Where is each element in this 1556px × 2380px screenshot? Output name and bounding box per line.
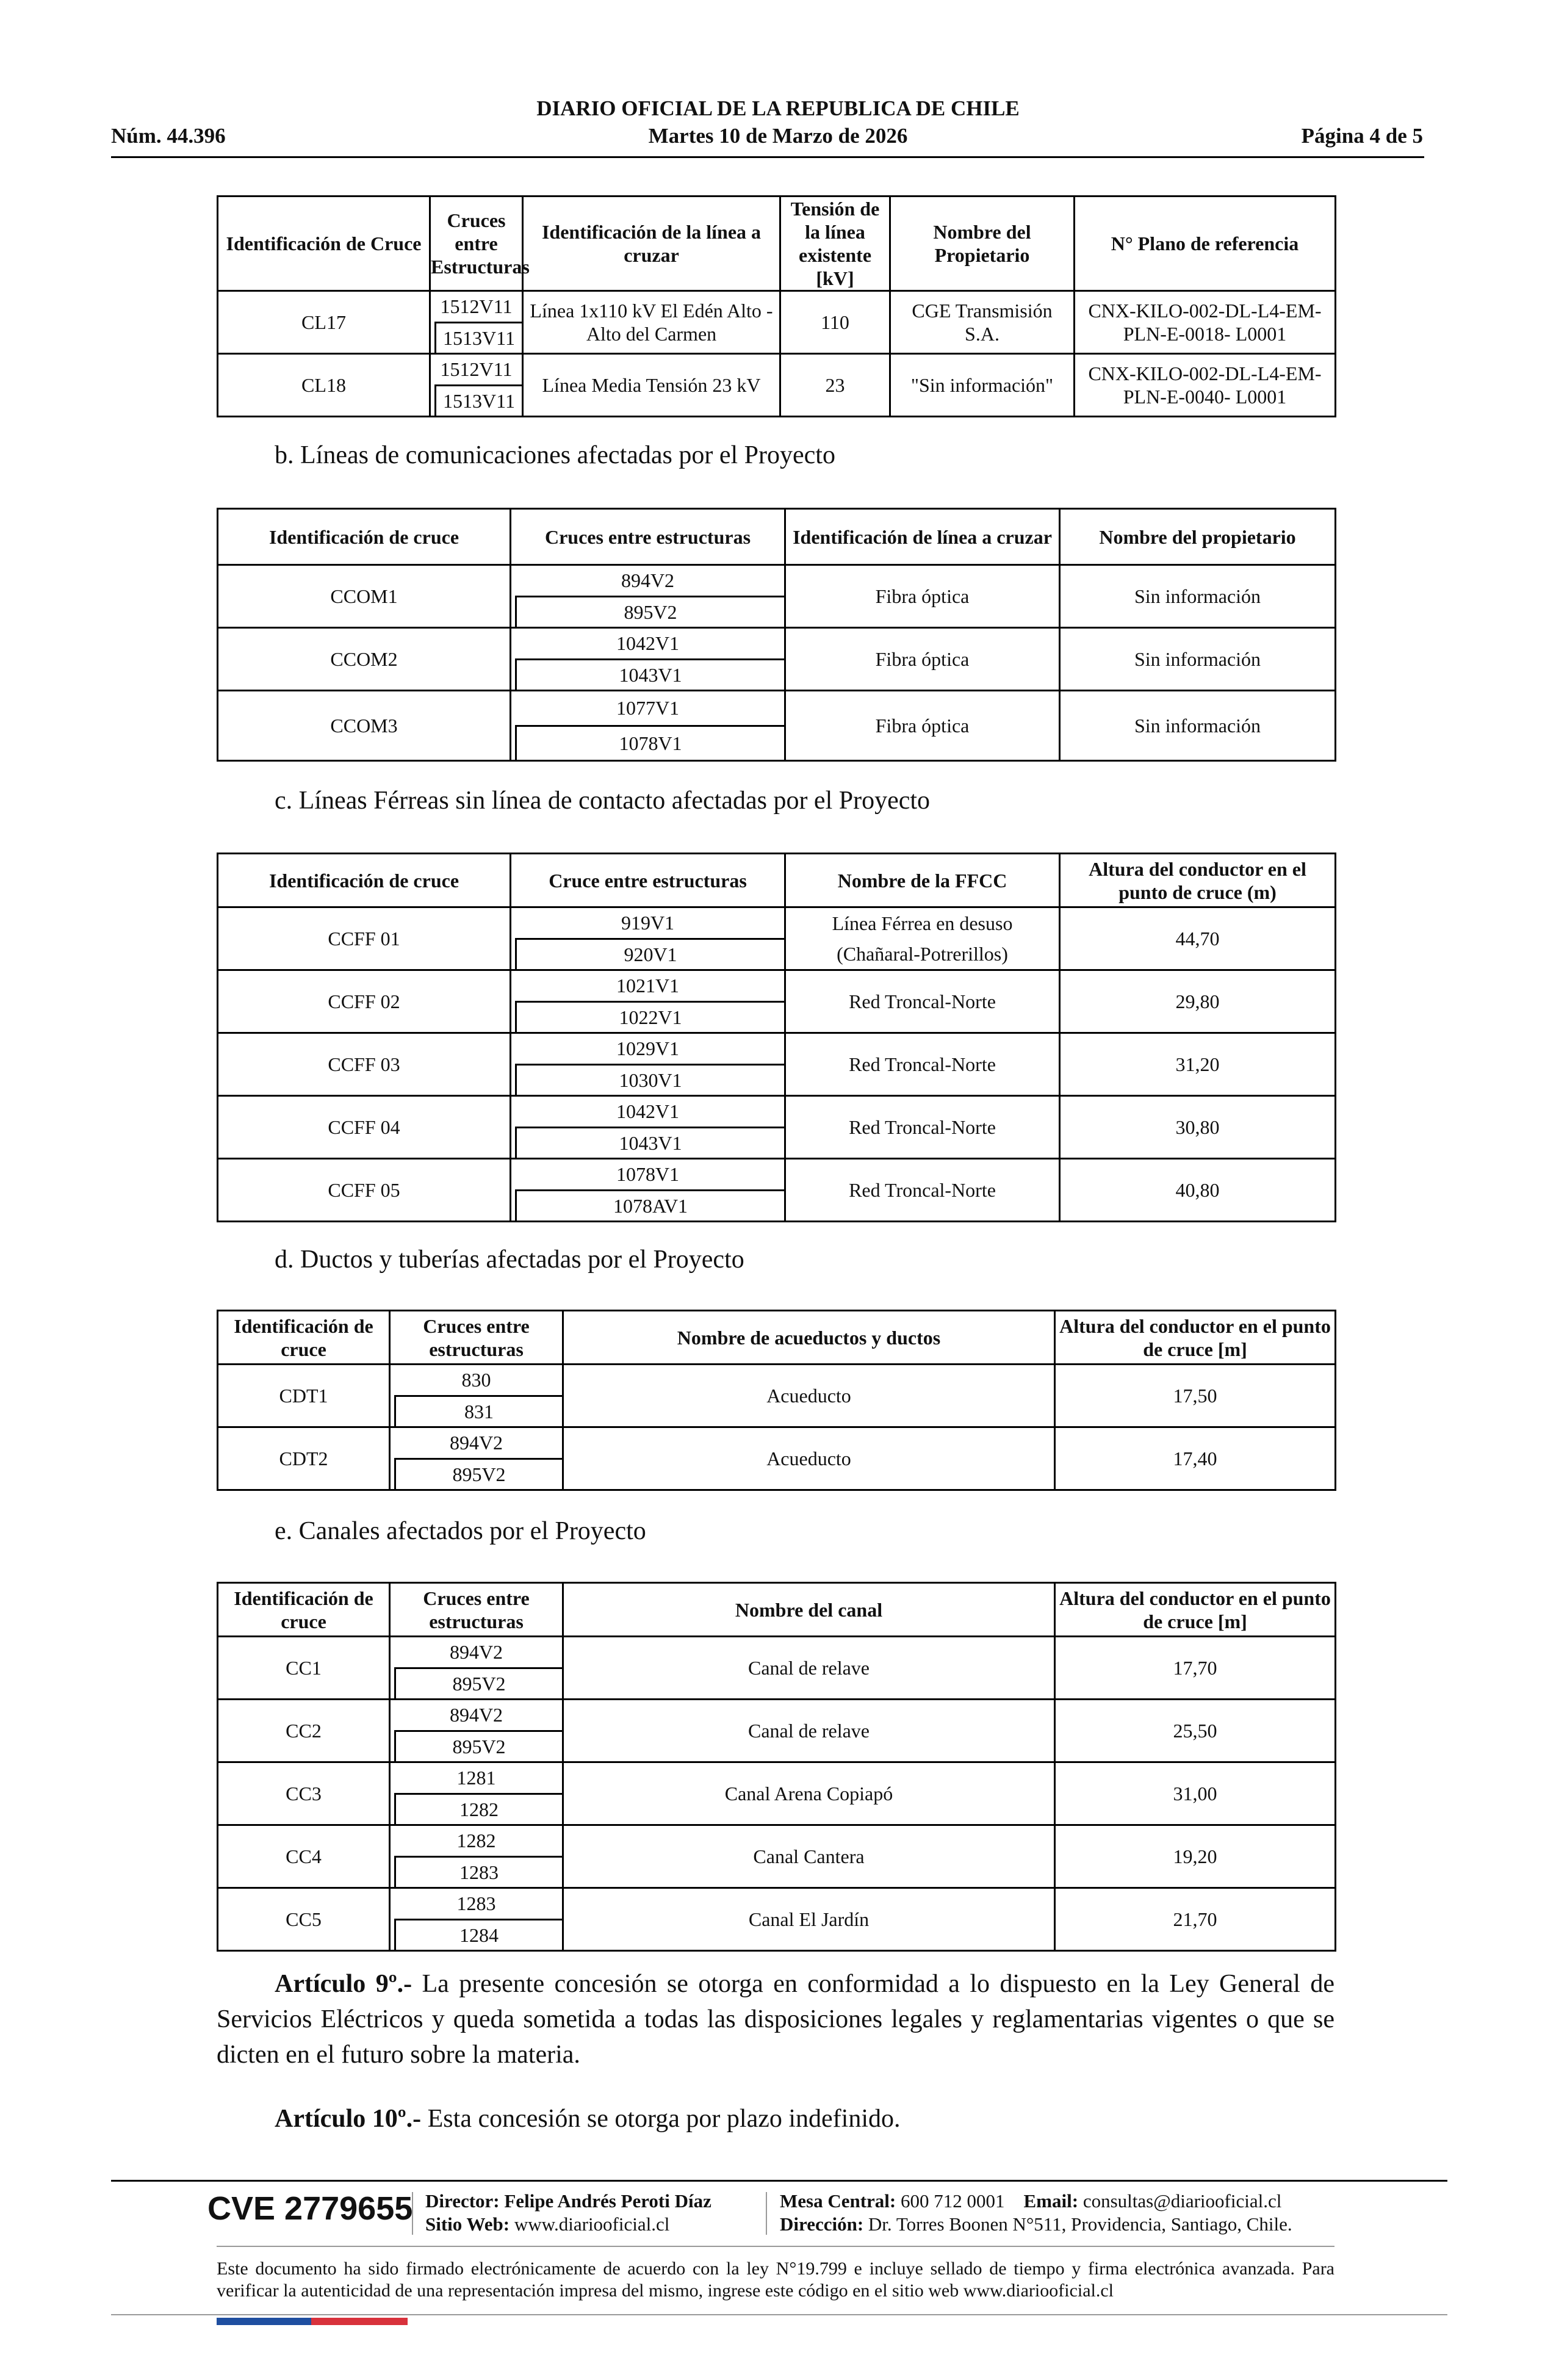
conductor-height: 29,80 <box>1060 970 1336 1033</box>
plan-ref: CNX-KILO-002-DL-L4-EM-PLN-E-0040- L0001 <box>1075 354 1336 417</box>
col-header: Identificación de cruce <box>218 509 511 565</box>
table-communication-lines <box>217 508 1336 762</box>
structure-end: 831 <box>394 1395 562 1427</box>
address-label: Dirección: <box>780 2213 864 2235</box>
structure-end: 1513V11 <box>434 384 522 416</box>
conductor-height: 44,70 <box>1060 907 1336 970</box>
col-header: Altura del conductor en el punto de cruce (m) <box>1060 854 1336 907</box>
section-d-title: d. Ductos y tuberías afectadas por el Proyecto <box>275 1246 744 1274</box>
structure-start: 1512V11 <box>440 358 513 381</box>
footer-director-block <box>425 2190 711 2236</box>
voltage: 110 <box>780 291 890 354</box>
crossing-id: CDT2 <box>218 1427 390 1490</box>
structure-end: 1078AV1 <box>515 1189 784 1221</box>
footer-divider-bottom <box>111 2314 1447 2315</box>
article-10 <box>217 2101 1334 2137</box>
email-link[interactable]: consultas@diariooficial.cl <box>1078 2190 1282 2212</box>
col-header: Tensión de la línea existente [kV] <box>780 197 890 291</box>
duct-name: Acueducto <box>563 1427 1055 1490</box>
owner: Sin información <box>1060 628 1336 691</box>
duct-name: Acueducto <box>563 1365 1055 1427</box>
email-label: Email: <box>1023 2190 1079 2212</box>
table-row <box>218 565 1336 628</box>
structure-end: 1022V1 <box>515 1001 784 1033</box>
col-header: Identificación de la línea a cruzar <box>523 197 780 291</box>
phone-number: 600 712 0001 <box>896 2190 1005 2212</box>
structure-start: 894V2 <box>621 569 675 592</box>
article-9-text: La presente concesión se otorga en conformidad a lo dispuesto en la Ley General de Servicios Eléctricos y queda sometida a todas las disposiciones legales y reglamentarias vigentes o que se dicten en el futuro sobre la materia. <box>217 1970 1334 2069</box>
table-row <box>218 1365 1336 1427</box>
owner: "Sin información" <box>890 354 1075 417</box>
conductor-height: 31,00 <box>1055 1762 1336 1825</box>
structure-end: 1284 <box>394 1919 562 1950</box>
crossing-id: CC3 <box>218 1762 390 1825</box>
conductor-height: 17,50 <box>1055 1365 1336 1427</box>
structure-start: 1281 <box>456 1767 496 1789</box>
railway-name: Red Troncal-Norte <box>785 1096 1060 1159</box>
structure-start: 1078V1 <box>616 1163 680 1186</box>
structure-end: 895V2 <box>394 1730 562 1762</box>
crossing-id: CCFF 04 <box>218 1096 511 1159</box>
structure-end: 1030V1 <box>515 1064 784 1095</box>
col-header: Cruces entre estructuras <box>390 1311 563 1365</box>
owner: Sin información <box>1060 565 1336 628</box>
table-row <box>218 1700 1336 1762</box>
table-row <box>218 1096 1336 1159</box>
structure-start: 830 <box>461 1369 491 1391</box>
col-header: Altura del conductor en el punto de cruce [m] <box>1055 1583 1336 1637</box>
col-header: Identificación de cruce <box>218 1311 390 1365</box>
footer-separator <box>766 2192 767 2235</box>
col-header: Cruces entre estructuras <box>390 1583 563 1637</box>
table-electric-lines <box>217 195 1336 417</box>
footer-divider-thin <box>217 2246 1334 2247</box>
structure-end: 1043V1 <box>515 658 784 690</box>
structure-start: 1512V11 <box>440 295 513 318</box>
structure-start: 1077V1 <box>616 697 680 719</box>
canal-name: Canal El Jardín <box>563 1888 1055 1951</box>
crossing-id: CCOM1 <box>218 565 511 628</box>
owner: CGE Transmisión S.A. <box>890 291 1075 354</box>
crossing-id: CC2 <box>218 1700 390 1762</box>
issue-number: Núm. 44.396 <box>111 124 226 148</box>
table-row <box>218 354 1336 417</box>
newspaper-title: DIARIO OFICIAL DE LA REPUBLICA DE CHILE <box>536 96 1020 120</box>
table-row <box>218 1427 1336 1490</box>
structure-end: 895V2 <box>515 596 784 627</box>
conductor-height: 17,70 <box>1055 1637 1336 1700</box>
structure-end: 895V2 <box>394 1667 562 1699</box>
railway-name: Red Troncal-Norte <box>785 970 1060 1033</box>
line-name: Fibra óptica <box>785 565 1060 628</box>
crossing-id: CC5 <box>218 1888 390 1951</box>
structure-end: 1282 <box>394 1793 562 1825</box>
line-name: Línea 1x110 kV El Edén Alto - Alto del Carmen <box>523 291 780 354</box>
col-header: Identificación de línea a cruzar <box>785 509 1060 565</box>
table-row <box>218 1033 1336 1096</box>
brand-bar-blue <box>217 2318 311 2325</box>
conductor-height: 17,40 <box>1055 1427 1336 1490</box>
header-divider <box>111 156 1424 158</box>
table-railways <box>217 853 1336 1222</box>
col-header: Identificación de cruce <box>218 1583 390 1637</box>
address-text: Dr. Torres Boonen N°511, Providencia, Santiago, Chile. <box>863 2213 1292 2235</box>
conductor-height: 21,70 <box>1055 1888 1336 1951</box>
conductor-height: 30,80 <box>1060 1096 1336 1159</box>
col-header: Altura del conductor en el punto de cruce [m] <box>1055 1311 1336 1365</box>
crossing-id: CC1 <box>218 1637 390 1700</box>
section-e-title: e. Canales afectados por el Proyecto <box>275 1517 646 1545</box>
section-b-title: b. Líneas de comunicaciones afectadas por el Proyecto <box>275 441 835 469</box>
table-row <box>218 1762 1336 1825</box>
director-label: Director: <box>425 2190 500 2212</box>
canal-name: Canal Cantera <box>563 1825 1055 1888</box>
table-row <box>218 1825 1336 1888</box>
table-row <box>218 1159 1336 1222</box>
canal-name: Canal de relave <box>563 1700 1055 1762</box>
conductor-height: 19,20 <box>1055 1825 1336 1888</box>
crossing-id: CL17 <box>218 291 430 354</box>
article-9 <box>217 1966 1334 2072</box>
col-header: Cruces entre Estructuras <box>430 197 523 291</box>
crossing-id: CL18 <box>218 354 430 417</box>
signature-notice: Este documento ha sido firmado electrónicamente de acuerdo con la ley N°19.799 e incluye sellado de tiempo y firma electrónica avanzada. Para verificar la autenticidad de una representación impresa del mismo, ingrese este código en el sitio web www.diariooficial.cl <box>217 2259 1334 2301</box>
line-name: Fibra óptica <box>785 691 1060 761</box>
issue-date: Martes 10 de Marzo de 2026 <box>648 124 908 148</box>
crossing-id: CCOM3 <box>218 691 511 761</box>
article-9-title: Artículo 9º.- <box>275 1970 412 1998</box>
voltage: 23 <box>780 354 890 417</box>
structure-start: 1042V1 <box>616 1100 680 1123</box>
conductor-height: 40,80 <box>1060 1159 1336 1222</box>
structure-start: 894V2 <box>449 1704 503 1726</box>
structure-end: 895V2 <box>394 1458 562 1490</box>
crossing-id: CCFF 02 <box>218 970 511 1033</box>
col-header: Cruces entre estructuras <box>511 509 785 565</box>
footer-separator <box>412 2192 413 2235</box>
page-number: Página 4 de 5 <box>1301 124 1423 148</box>
crossing-id: CDT1 <box>218 1365 390 1427</box>
article-10-text: Esta concesión se otorga por plazo indefinido. <box>421 2105 901 2133</box>
table-row <box>218 691 1336 761</box>
crossing-id: CCFF 01 <box>218 907 511 970</box>
col-header: Nombre de la FFCC <box>785 854 1060 907</box>
structure-start: 1021V1 <box>616 975 680 997</box>
structure-start: 894V2 <box>449 1432 503 1454</box>
website-link[interactable]: www.diariooficial.cl <box>510 2213 670 2235</box>
phone-label: Mesa Central: <box>780 2190 896 2212</box>
canal-name: Canal Arena Copiapó <box>563 1762 1055 1825</box>
railway-route: (Chañaral-Potrerillos) <box>837 943 1008 965</box>
section-c-title: c. Líneas Férreas sin línea de contacto afectadas por el Proyecto <box>275 787 931 815</box>
crossing-id: CCFF 05 <box>218 1159 511 1222</box>
table-row <box>218 1888 1336 1951</box>
plan-ref: CNX-KILO-002-DL-L4-EM-PLN-E-0018- L0001 <box>1075 291 1336 354</box>
railway-name: Red Troncal-Norte <box>785 1033 1060 1096</box>
article-10-title: Artículo 10º.- <box>275 2105 422 2133</box>
crossing-id: CCFF 03 <box>218 1033 511 1096</box>
table-row <box>218 628 1336 691</box>
structure-end: 920V1 <box>515 938 784 970</box>
structure-start: 1283 <box>456 1892 496 1915</box>
owner: Sin información <box>1060 691 1336 761</box>
footer-contact-block <box>780 2190 1292 2236</box>
conductor-height: 25,50 <box>1055 1700 1336 1762</box>
table-row <box>218 291 1336 354</box>
structure-start: 1042V1 <box>616 632 680 655</box>
table-canals <box>217 1582 1336 1952</box>
structure-start: 894V2 <box>449 1641 503 1664</box>
structure-end: 1283 <box>394 1856 562 1888</box>
brand-bar-red <box>311 2318 408 2325</box>
line-name: Línea Media Tensión 23 kV <box>523 354 780 417</box>
col-header: N° Plano de referencia <box>1075 197 1336 291</box>
structure-start: 1282 <box>456 1830 496 1852</box>
railway-name: Línea Férrea en desuso <box>832 912 1013 934</box>
col-header: Identificación de cruce <box>218 854 511 907</box>
col-header: Nombre del canal <box>563 1583 1055 1637</box>
structure-start: 1029V1 <box>616 1037 680 1060</box>
director-name: Felipe Andrés Peroti Díaz <box>499 2190 711 2212</box>
canal-name: Canal de relave <box>563 1637 1055 1700</box>
footer-divider <box>111 2180 1447 2182</box>
line-name: Fibra óptica <box>785 628 1060 691</box>
structure-end: 1078V1 <box>515 725 784 760</box>
col-header: Nombre del propietario <box>1060 509 1336 565</box>
website-label: Sitio Web: <box>425 2213 510 2235</box>
col-header: Identificación de Cruce <box>218 197 430 291</box>
railway-name: Red Troncal-Norte <box>785 1159 1060 1222</box>
col-header: Nombre de acueductos y ductos <box>563 1311 1055 1365</box>
table-ducts <box>217 1310 1336 1491</box>
structure-end: 1513V11 <box>434 322 522 353</box>
col-header: Nombre del Propietario <box>890 197 1075 291</box>
table-row <box>218 970 1336 1033</box>
structure-start: 919V1 <box>621 912 675 934</box>
table-row <box>218 1637 1336 1700</box>
structure-end: 1043V1 <box>515 1127 784 1158</box>
crossing-id: CCOM2 <box>218 628 511 691</box>
crossing-id: CC4 <box>218 1825 390 1888</box>
conductor-height: 31,20 <box>1060 1033 1336 1096</box>
col-header: Cruce entre estructuras <box>511 854 785 907</box>
table-row <box>218 907 1336 970</box>
cve-code: CVE 2779655 <box>207 2190 413 2227</box>
